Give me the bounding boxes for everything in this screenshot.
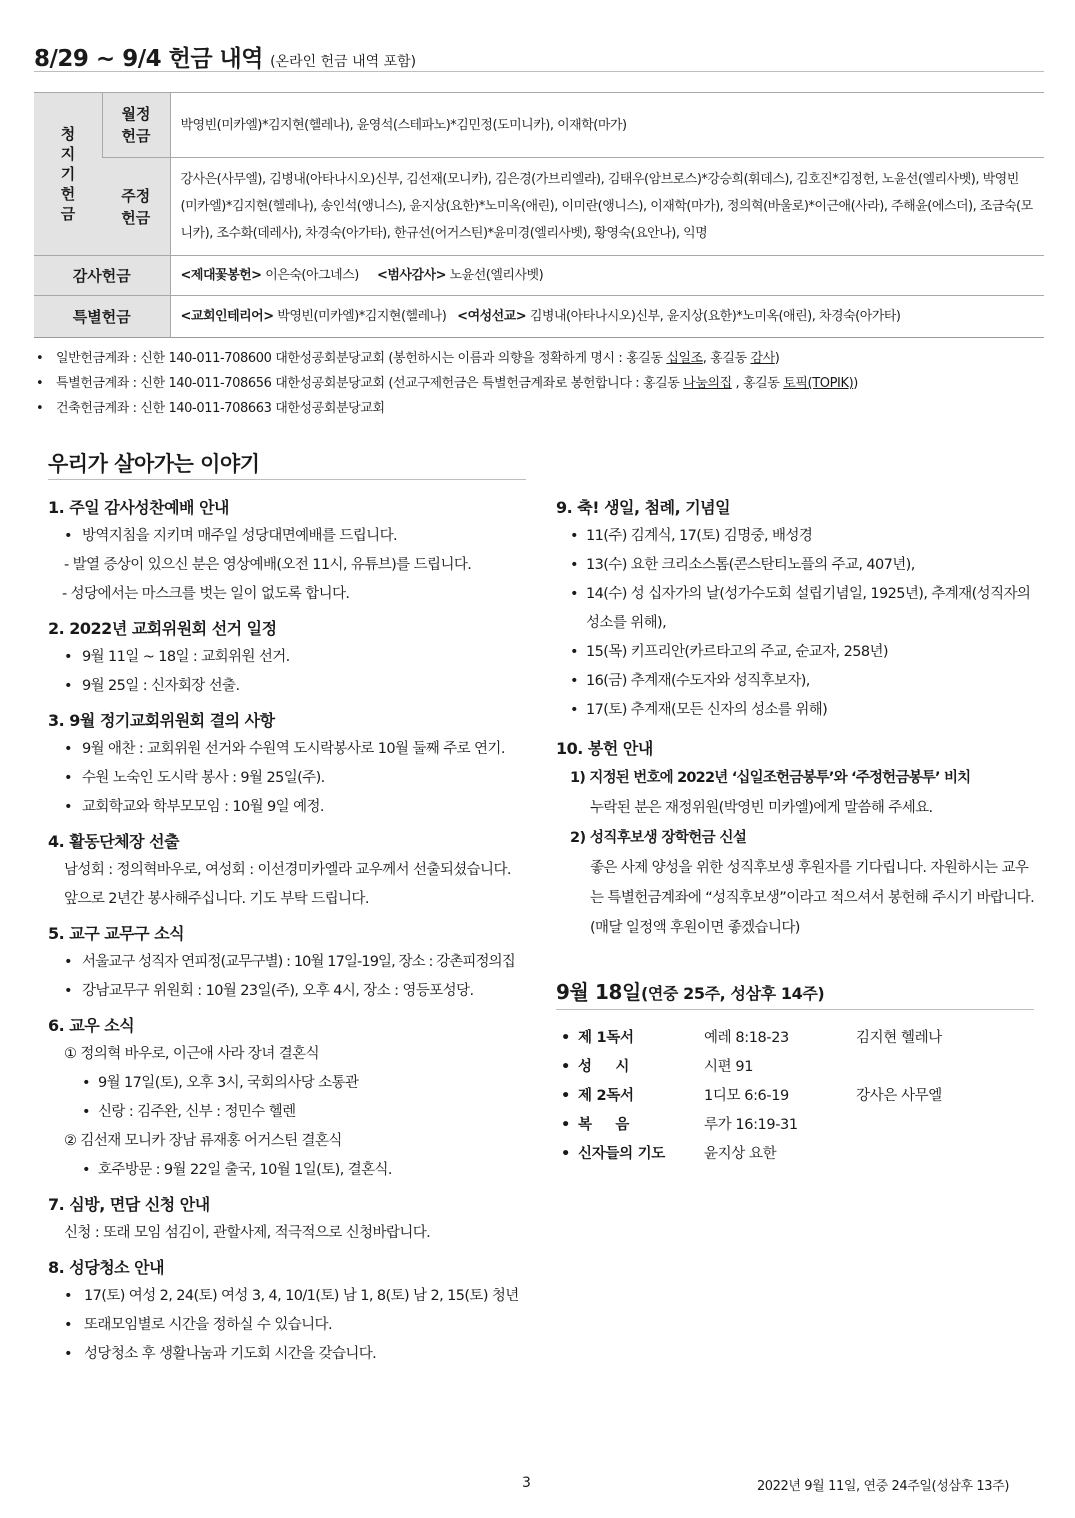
reading-reference: 예레 8:18-23 bbox=[704, 1030, 789, 1046]
list-item: • 9월 17일(토), 오후 3시, 국회의사당 소통관 bbox=[48, 1069, 528, 1098]
list-item: • 17(토) 추계재(모든 신자의 성소를 위해) bbox=[556, 696, 1036, 725]
page-number: 3 bbox=[522, 1475, 531, 1491]
list-item: • 성당청소 후 생활나눔과 기도회 시간을 갖습니다. bbox=[48, 1340, 528, 1369]
general-account-tithe: 십일조 bbox=[666, 351, 703, 366]
list-item: - 발열 증상이 있으신 분은 영상예배(오전 11시, 유튜브)를 드립니다. bbox=[64, 557, 472, 573]
scholarship-body: 좋은 사제 양성을 위한 성직후보생 후원자를 기다립니다. 자원하시는 교우는 특별헌금계좌에 “성직후보생”이라고 적으셔서 봉헌해 주시기 바랍니다. (매달 일정액 후원이면 좋겠습니다) bbox=[590, 860, 1035, 936]
reading-row bbox=[562, 1082, 1032, 1111]
thanks-content bbox=[170, 256, 1044, 296]
special-offering-label: 특별헌금 bbox=[34, 296, 170, 338]
next-sunday-subtitle: (연중 25주, 성삼후 14주) bbox=[640, 984, 825, 1003]
list-item: ② 김선재 모니카 장남 류재홍 어거스틴 결혼식 bbox=[64, 1133, 342, 1149]
special-tag-interior: <교회인테리어> bbox=[180, 309, 274, 324]
weekly-label-cell bbox=[102, 158, 170, 256]
group-label-cell bbox=[34, 93, 102, 256]
next-sunday-date: 9월 18일 bbox=[556, 980, 641, 1004]
item-4-title: 4. 활동단체장 선출 bbox=[48, 832, 180, 851]
scholarship-notice: 2) 성직후보생 장학헌금 신설 bbox=[570, 830, 747, 846]
list-item: • 또래모임별로 시간을 정하실 수 있습니다. bbox=[48, 1311, 528, 1340]
table-row bbox=[34, 256, 1044, 296]
offering-envelope-body: 누락된 분은 재정위원(박영빈 미카엘)에게 말씀해 주세요. bbox=[590, 800, 933, 816]
general-account bbox=[34, 346, 1054, 371]
stories-left-column bbox=[48, 488, 528, 1369]
reading-reference: 시편 91 bbox=[704, 1059, 754, 1075]
thanks-tag-altar-flowers: <제대꽃봉헌> bbox=[180, 268, 262, 283]
reading-label: • 신자들의 기도 bbox=[578, 1140, 665, 1169]
list-item: • 9월 25일 : 신자회장 선출. bbox=[48, 672, 528, 701]
list-item: • 9월 11일 ~ 18일 : 교회위원 선거. bbox=[48, 643, 528, 672]
list-item: • 교회학교와 학부모모임 : 10월 9일 예정. bbox=[48, 793, 528, 822]
monthly-offering-label: 월정헌금 bbox=[121, 105, 151, 145]
offering-subtitle: (온라인 헌금 내역 포함) bbox=[270, 54, 417, 70]
weekly-offering-label: 주정헌금 bbox=[121, 186, 151, 227]
table-row bbox=[34, 296, 1044, 338]
special-content bbox=[170, 296, 1044, 338]
special-names-1: 박영빈(미카엘)*김지현(헬레나) bbox=[277, 309, 447, 324]
list-item: • 신랑 : 김주완, 신부 : 정민수 헬렌 bbox=[48, 1098, 528, 1127]
account-list bbox=[34, 346, 1054, 421]
item-2-title: 2. 2022년 교회위원회 선거 일정 bbox=[48, 619, 277, 638]
monthly-label-cell bbox=[102, 93, 170, 158]
list-item: • 서울교구 성직자 연피정(교무구별) : 10월 17일-19일, 장소 : 강촌피정의집 bbox=[48, 948, 528, 977]
item-6-title: 6. 교우 소식 bbox=[48, 1016, 135, 1035]
list-item: • 9월 애찬 : 교회위원 선거와 수원역 도시락봉사로 10월 둘째 주로 연기. bbox=[48, 735, 528, 764]
list-item: • 16(금) 추계재(수도자와 성직후보자), bbox=[556, 667, 1036, 696]
reading-label: • 제 1독서 bbox=[578, 1024, 634, 1053]
stewardship-offering-label: 청지기헌금 bbox=[60, 125, 76, 223]
special-tag-women-mission: <여성선교> bbox=[457, 309, 527, 324]
thanks-names-1: 이은숙(아그네스) bbox=[265, 268, 359, 283]
reading-reader: 강사은 사무엘 bbox=[856, 1088, 942, 1104]
special-account bbox=[34, 371, 1054, 396]
building-account bbox=[34, 396, 1054, 421]
reading-label: • 복 음 bbox=[578, 1111, 629, 1140]
reading-label: • 제 2독서 bbox=[578, 1082, 634, 1111]
item-4-body: 남성회 : 정의혁바우로, 여성회 : 이선경미카엘라 교우께서 선출되셨습니다. 앞으로 2년간 봉사해주십니다. 기도 부탁 드립니다. bbox=[64, 862, 511, 907]
special-account-text: 특별헌금계좌 : 신한 140-011-708656 대한성공회분당교회 (선교구제헌금은 특별헌금계좌로 봉헌합니다 : 홍길동 bbox=[56, 376, 684, 391]
general-account-end: ) bbox=[774, 351, 780, 366]
item-5-title: 5. 교구 교무구 소식 bbox=[48, 924, 185, 943]
list-item: ① 정의혁 바우로, 이근애 사라 장녀 결혼식 bbox=[64, 1046, 319, 1062]
building-account-text: 건축헌금계좌 : 신한 140-011-708663 대한성공회분당교회 bbox=[56, 401, 385, 416]
monthly-names: 박영빈(미카엘)*김지현(헬레나), 윤영석(스테파노)*김민정(도미니카), 이재학(마가) bbox=[170, 93, 1044, 158]
reading-reader: 김지현 헬레나 bbox=[856, 1030, 942, 1046]
reading-reference: 루가 16:19-31 bbox=[704, 1117, 798, 1133]
item-3-title: 3. 9월 정기교회위원회 결의 사항 bbox=[48, 711, 275, 730]
special-account-nanum: 나눔의집 bbox=[683, 376, 732, 391]
footer-date: 2022년 9월 11일, 연중 24주일(성삼후 13주) bbox=[756, 1479, 1009, 1494]
list-item: • 강남교무구 위원회 : 10월 23일(주), 오후 4시, 장소 : 영등포성당. bbox=[48, 977, 528, 1006]
reading-label: • 성 시 bbox=[578, 1053, 629, 1082]
thanks-offering-label: 감사헌금 bbox=[34, 256, 170, 296]
stories-right-column bbox=[556, 488, 1036, 943]
general-account-thanks: 감사 bbox=[750, 351, 775, 366]
special-account-topik: 토픽(TOPIK) bbox=[783, 376, 854, 391]
offering-table bbox=[34, 92, 1044, 338]
list-item: 신청 : 또래 모임 섬김이, 관할사제, 적극적으로 신청바랍니다. bbox=[64, 1225, 431, 1241]
special-account-end: ) bbox=[853, 376, 858, 391]
list-item: • 방역지침을 지키며 매주일 성당대면예배를 드립니다. bbox=[48, 522, 528, 551]
reading-row bbox=[562, 1053, 1032, 1082]
item-8-title: 8. 성당청소 안내 bbox=[48, 1258, 165, 1277]
table-row bbox=[34, 93, 1044, 158]
thanks-tag-general: <범사감사> bbox=[376, 268, 446, 283]
next-sunday-header bbox=[556, 976, 1034, 1010]
item-10-title: 10. 봉헌 안내 bbox=[556, 739, 653, 758]
special-names-2: 김병내(아타나시오)신부, 윤지상(요한)*노미옥(애린), 차경숙(아가타) bbox=[529, 309, 901, 324]
list-item: • 수원 노숙인 도시락 봉사 : 9월 25일(주). bbox=[48, 764, 528, 793]
offering-title: 8/29 ~ 9/4 헌금 내역 bbox=[34, 46, 263, 72]
thanks-names-2: 노윤선(엘리사벳) bbox=[449, 268, 544, 283]
item-1-title: 1. 주일 감사성찬예배 안내 bbox=[48, 498, 229, 517]
list-item: • 14(수) 성 십자가의 날(성가수도회 설립기념일, 1925년), 추계재(성직자의 성소를 위해), bbox=[556, 580, 1036, 638]
general-account-text: 일반헌금계좌 : 신한 140-011-708600 대한성공회분당교회 (봉헌하시는 이름과 의향을 정확하게 명시 : 홍길동 bbox=[56, 351, 667, 366]
list-item: • 13(수) 요한 크리소스톰(콘스탄티노플의 주교, 407년), bbox=[556, 551, 1036, 580]
table-row bbox=[34, 158, 1044, 256]
offering-envelope-notice: 1) 지정된 번호에 2022년 ‘십일조헌금봉투’와 ‘주정헌금봉투’ 비치 bbox=[570, 770, 971, 786]
offering-header bbox=[34, 40, 1044, 72]
list-item: • 17(토) 여성 2, 24(토) 여성 3, 4, 10/1(토) 남 1, 8(토) 남 2, 15(토) 청년 bbox=[48, 1282, 528, 1311]
list-item: • 호주방문 : 9월 22일 출국, 10월 1일(토), 결혼식. bbox=[48, 1156, 528, 1185]
list-item: - 성당에서는 마스크를 벗는 일이 없도록 합니다. bbox=[62, 586, 350, 602]
reading-row bbox=[562, 1140, 1032, 1169]
list-item: • 11(주) 김계식, 17(토) 김명중, 배성경 bbox=[556, 522, 1036, 551]
reading-reference: 1디모 6:6-19 bbox=[704, 1088, 789, 1104]
list-item: • 15(목) 키프리안(카르타고의 주교, 순교자, 258년) bbox=[556, 638, 1036, 667]
special-account-sep: , 홍길동 bbox=[731, 376, 784, 391]
reading-row bbox=[562, 1111, 1032, 1140]
reading-row bbox=[562, 1024, 1032, 1053]
general-account-sep: , 홍길동 bbox=[702, 351, 751, 366]
reading-reference: 윤지상 요한 bbox=[704, 1146, 777, 1162]
item-9-title: 9. 축! 생일, 첨례, 기념일 bbox=[556, 498, 731, 517]
weekly-names: 강사은(사무엘), 김병내(아타나시오)신부, 김선재(모니카), 김은경(가브리엘라), 김태우(암브로스)*강승희(휘데스), 김호진*김정헌, 노윤선(엘리사벳), 박영빈(미카엘)*김지현(헬레나), 송인석(앵니스), 윤지상(요한)*노미옥(애린), 이미란(앵니스), 이재학(마가), 정의혁(바울로)*이근애(사라), 주해윤(에스더), 조금숙(모니카), 조수화(데레사), 차경숙(아가타), 한규선(어거스틴)*윤미경(엘리사벳), 황영숙(요안나), 익명 bbox=[170, 158, 1044, 256]
readings-list bbox=[562, 1024, 1032, 1169]
item-7-title: 7. 심방, 면담 신청 안내 bbox=[48, 1195, 210, 1214]
stories-title: 우리가 살아가는 이야기 bbox=[48, 448, 526, 480]
